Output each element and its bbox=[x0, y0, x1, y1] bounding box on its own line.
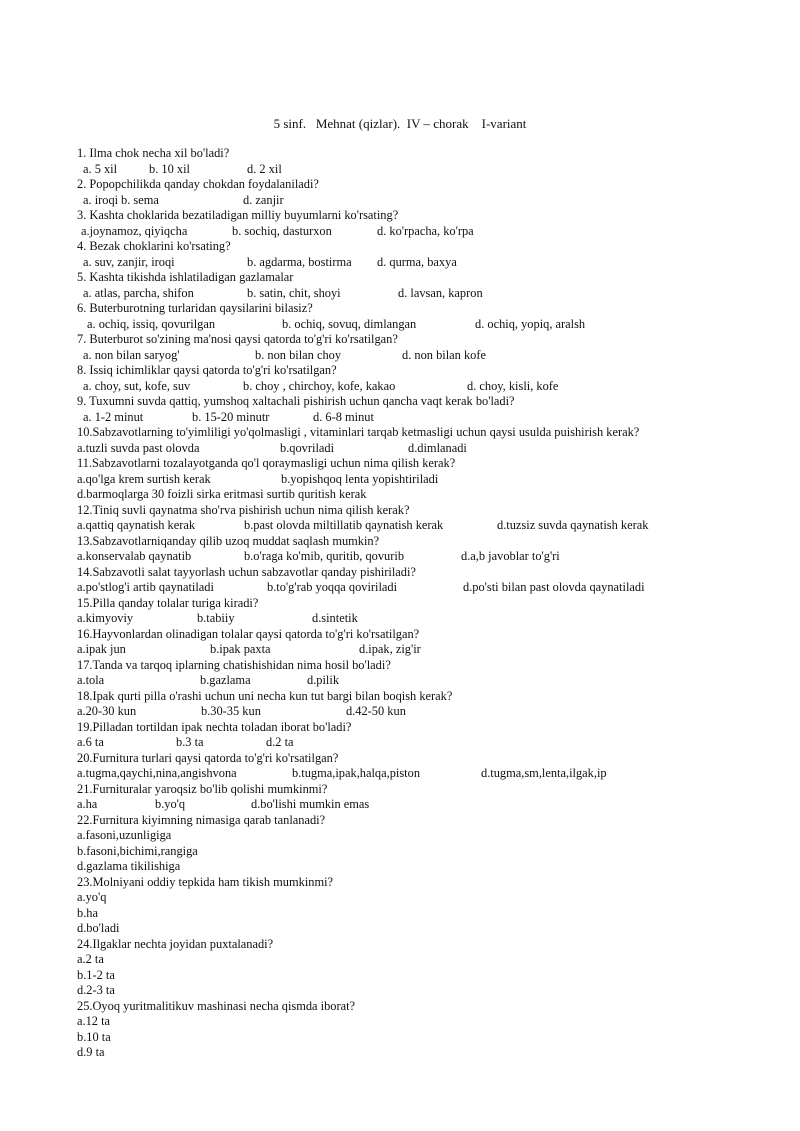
answer-option: a.20-30 kun bbox=[77, 704, 137, 718]
answer-options-line bbox=[77, 642, 777, 658]
answer-option: a.qo'lga krem surtish kerak bbox=[77, 471, 211, 486]
answer-options-line bbox=[77, 580, 777, 596]
answer-option: d.a,b javoblar to'g'ri bbox=[461, 549, 560, 563]
question-line: d.2-3 ta bbox=[77, 983, 115, 997]
question-line: 21.Furnituralar yaroqsiz bo'lib qolishi mumkinmi? bbox=[77, 781, 328, 796]
question-line: 16.Hayvonlardan olinadigan tolalar qaysi qatorda to'g'ri ko'rsatilgan? bbox=[77, 626, 420, 641]
question-line: 20.Furnitura turlari qaysi qatorda to'g'ri ko'rsatilgan? bbox=[77, 750, 339, 765]
answer-option: b.tabiiy bbox=[197, 611, 235, 625]
answer-option: b. choy , chirchoy, kofe, kakao bbox=[243, 378, 396, 393]
question-line: 5. Kashta tikishda ishlatiladigan gazlamalar bbox=[77, 270, 294, 284]
answer-option: a.tola bbox=[77, 673, 105, 687]
answer-option: d.42-50 kun bbox=[346, 704, 406, 718]
answer-options-line bbox=[77, 549, 777, 565]
answer-option: b. 10 xil bbox=[149, 161, 190, 176]
answer-options-line bbox=[77, 766, 777, 782]
answer-option: b.yo'q bbox=[155, 797, 186, 811]
question-line: 17.Tanda va tarqoq iplarning chatishishidan nima hosil bo'ladi? bbox=[77, 657, 391, 672]
answer-options-line bbox=[77, 518, 777, 534]
answer-options-line bbox=[77, 704, 777, 720]
answer-option: b. satin, chit, shoyi bbox=[247, 285, 341, 300]
answer-option: d.bo'lishi mumkin emas bbox=[251, 797, 370, 811]
answer-option: a.konservalab qaynatib bbox=[77, 549, 192, 563]
answer-option: a. suv, zanjir, iroqi bbox=[83, 254, 175, 269]
answer-option: b.o'raga ko'mib, quritib, qovurib bbox=[244, 549, 405, 563]
question-line: 2. Popopchilikda qanday chokdan foydalaniladi? bbox=[77, 177, 319, 191]
answer-option: d. choy, kisli, kofe bbox=[467, 378, 559, 393]
answer-option: d.po'sti bilan past olovda qaynatiladi bbox=[463, 580, 645, 594]
answer-options-line bbox=[77, 193, 777, 209]
question-line: 25.Oyoq yuritmalitikuv mashinasi necha qismda iborat? bbox=[77, 998, 356, 1013]
answer-option: a.kimyoviy bbox=[77, 611, 134, 625]
answer-option: a. atlas, parcha, shifon bbox=[83, 285, 194, 300]
question-line: 19.Pilladan tortildan ipak nechta toladan iborat bo'ladi? bbox=[77, 719, 352, 734]
question-line: 6. Buterburotning turlaridan qaysilarini bilasiz? bbox=[77, 301, 313, 315]
question-line: 8. Issiq ichimliklar qaysi qatorda to'g'ri ko'rsatilgan? bbox=[77, 363, 337, 377]
question-line: a.fasoni,uzunligiga bbox=[77, 828, 172, 842]
answer-option: a.6 ta bbox=[77, 735, 104, 749]
answer-option: d.2 ta bbox=[266, 735, 294, 749]
question-line: 1. Ilma chok necha xil bo'ladi? bbox=[77, 146, 230, 160]
answer-options-line bbox=[77, 224, 777, 240]
answer-option: b.past olovda miltillatib qaynatish kerak bbox=[244, 518, 444, 532]
answer-option: d.tugma,sm,lenta,ilgak,ip bbox=[481, 766, 607, 780]
answer-option: a. ochiq, issiq, qovurilgan bbox=[87, 316, 216, 331]
question-line: a.yo'q bbox=[77, 890, 107, 904]
answer-option: d.tuzsiz suvda qaynatish kerak bbox=[497, 518, 649, 532]
answer-options-line bbox=[77, 410, 777, 426]
answer-option: b.gazlama bbox=[200, 673, 251, 687]
answer-option: d. lavsan, kapron bbox=[398, 285, 483, 300]
answer-option: d. zanjir bbox=[243, 192, 284, 207]
answer-options-line bbox=[77, 673, 777, 689]
question-line: 10.Sabzavotlarning to'yimliligi yo'qolmasligi , vitaminlari tarqab ketmasligi uchun qaysi usulda puishirish kerak? bbox=[77, 425, 640, 439]
question-line: 22.Furnitura kiyimning nimasiga qarab tanlanadi? bbox=[77, 812, 326, 827]
answer-option: d. 6-8 minut bbox=[313, 409, 374, 424]
question-line: 11.Sabzavotlarni tozalayotganda qo'l qoraymasligi uchun nima qilish kerak? bbox=[77, 456, 456, 470]
answer-option: a. choy, sut, kofe, suv bbox=[83, 378, 191, 393]
question-line: 24.Ilgaklar nechta joyidan puxtalanadi? bbox=[77, 936, 274, 951]
answer-option: a.joynamoz, qiyiqcha bbox=[81, 223, 188, 238]
answer-options-line bbox=[77, 797, 777, 813]
answer-option: a. iroqi bbox=[83, 192, 119, 207]
answer-option: b.30-35 kun bbox=[201, 704, 261, 718]
answer-option: b. ochiq, sovuq, dimlangan bbox=[282, 316, 417, 331]
answer-option: a.tuzli suvda past olovda bbox=[77, 440, 200, 455]
answer-option: a. 1-2 minut bbox=[83, 409, 144, 424]
answer-options-line bbox=[77, 472, 777, 488]
question-list bbox=[77, 146, 777, 1061]
answer-option: b. sema bbox=[121, 192, 159, 207]
answer-options-line bbox=[77, 735, 777, 751]
question-line: d.gazlama tikilishiga bbox=[77, 859, 181, 873]
answer-option: b. 15-20 minutr bbox=[192, 409, 270, 424]
question-line: b.10 ta bbox=[77, 1029, 111, 1044]
question-line: 4. Bezak choklarini ko'rsating? bbox=[77, 239, 231, 253]
question-line: 13.Sabzavotlarniqanday qilib uzoq muddat saqlash mumkin? bbox=[77, 533, 380, 548]
question-line: d.barmoqlarga 30 foizli sirka eritmasi surtib quritish kerak bbox=[77, 487, 367, 501]
question-line: 15.Pilla qanday tolalar turiga kiradi? bbox=[77, 595, 259, 610]
question-line: 18.Ipak qurti pilla o'rashi uchun uni necha kun tut bargi bilan boqish kerak? bbox=[77, 688, 453, 703]
answer-option: a.po'stlog'i artib qaynatiladi bbox=[77, 580, 214, 594]
question-line: 3. Kashta choklarida bezatiladigan milliy buyumlarni ko'rsating? bbox=[77, 208, 399, 222]
answer-option: d. ochiq, yopiq, aralsh bbox=[475, 316, 586, 331]
answer-option: d. ko'rpacha, ko'rpa bbox=[377, 223, 474, 238]
answer-options-line bbox=[77, 255, 777, 271]
answer-option: d. qurma, baxya bbox=[377, 254, 457, 269]
answer-option: b.ipak paxta bbox=[210, 642, 271, 656]
question-line: d.9 ta bbox=[77, 1045, 105, 1059]
question-line: 12.Tiniq suvli qaynatma sho'rva pishirish uchun nima qilish kerak? bbox=[77, 502, 410, 517]
question-line: b.1-2 ta bbox=[77, 967, 115, 982]
answer-option: b.to'g'rab yoqqa qoviriladi bbox=[267, 580, 398, 594]
answer-option: d.dimlanadi bbox=[408, 440, 467, 455]
question-line: 14.Sabzavotli salat tayyorlash uchun sabzavotlar qanday pishiriladi? bbox=[77, 564, 416, 579]
answer-option: b. non bilan choy bbox=[255, 347, 342, 362]
question-line: 7. Buterburot so'zining ma'nosi qaysi qatorda to'g'ri ko'rsatilgan? bbox=[77, 332, 398, 346]
answer-option: d.ipak, zig'ir bbox=[359, 642, 421, 656]
question-line: 9. Tuxumni suvda qattiq, yumshoq xaltachali pishirish uchun qancha vaqt kerak bo'ladi? bbox=[77, 394, 515, 408]
answer-option: a.qattiq qaynatish kerak bbox=[77, 518, 196, 532]
answer-option: d. non bilan kofe bbox=[402, 347, 486, 362]
question-line: 23.Molniyani oddiy tepkida ham tikish mumkinmi? bbox=[77, 874, 334, 889]
answer-options-line bbox=[77, 611, 777, 627]
answer-option: b.qovriladi bbox=[280, 440, 335, 455]
answer-options-line bbox=[77, 441, 777, 457]
document-title: 5 sinf. Mehnat (qizlar). IV – chorak I-variant bbox=[273, 116, 527, 131]
answer-options-line bbox=[77, 162, 777, 178]
answer-option: b. sochiq, dasturxon bbox=[232, 223, 332, 238]
answer-option: d. 2 xil bbox=[247, 161, 282, 176]
answer-option: b.yopishqoq lenta yopishtiriladi bbox=[281, 471, 439, 486]
answer-options-line bbox=[77, 317, 777, 333]
answer-option: b. agdarma, bostirma bbox=[247, 254, 352, 269]
answer-options-line bbox=[77, 348, 777, 364]
question-line: d.bo'ladi bbox=[77, 921, 120, 935]
answer-options-line bbox=[77, 286, 777, 302]
question-line: b.ha bbox=[77, 905, 98, 920]
answer-option: d.pilik bbox=[307, 673, 340, 687]
answer-option: b.3 ta bbox=[176, 735, 204, 749]
question-line: a.2 ta bbox=[77, 952, 104, 966]
answer-options-line bbox=[77, 379, 777, 395]
answer-option: d.sintetik bbox=[312, 611, 358, 625]
question-line: b.fasoni,bichimi,rangiga bbox=[77, 843, 198, 858]
answer-option: a.tugma,qaychi,nina,angishvona bbox=[77, 766, 237, 780]
question-line: a.12 ta bbox=[77, 1014, 111, 1028]
answer-option: a. 5 xil bbox=[83, 161, 118, 176]
answer-option: b.tugma,ipak,halqa,piston bbox=[292, 766, 421, 780]
answer-option: a.ha bbox=[77, 797, 98, 811]
answer-option: a. non bilan saryog' bbox=[83, 347, 180, 362]
answer-option: a.ipak jun bbox=[77, 642, 126, 656]
